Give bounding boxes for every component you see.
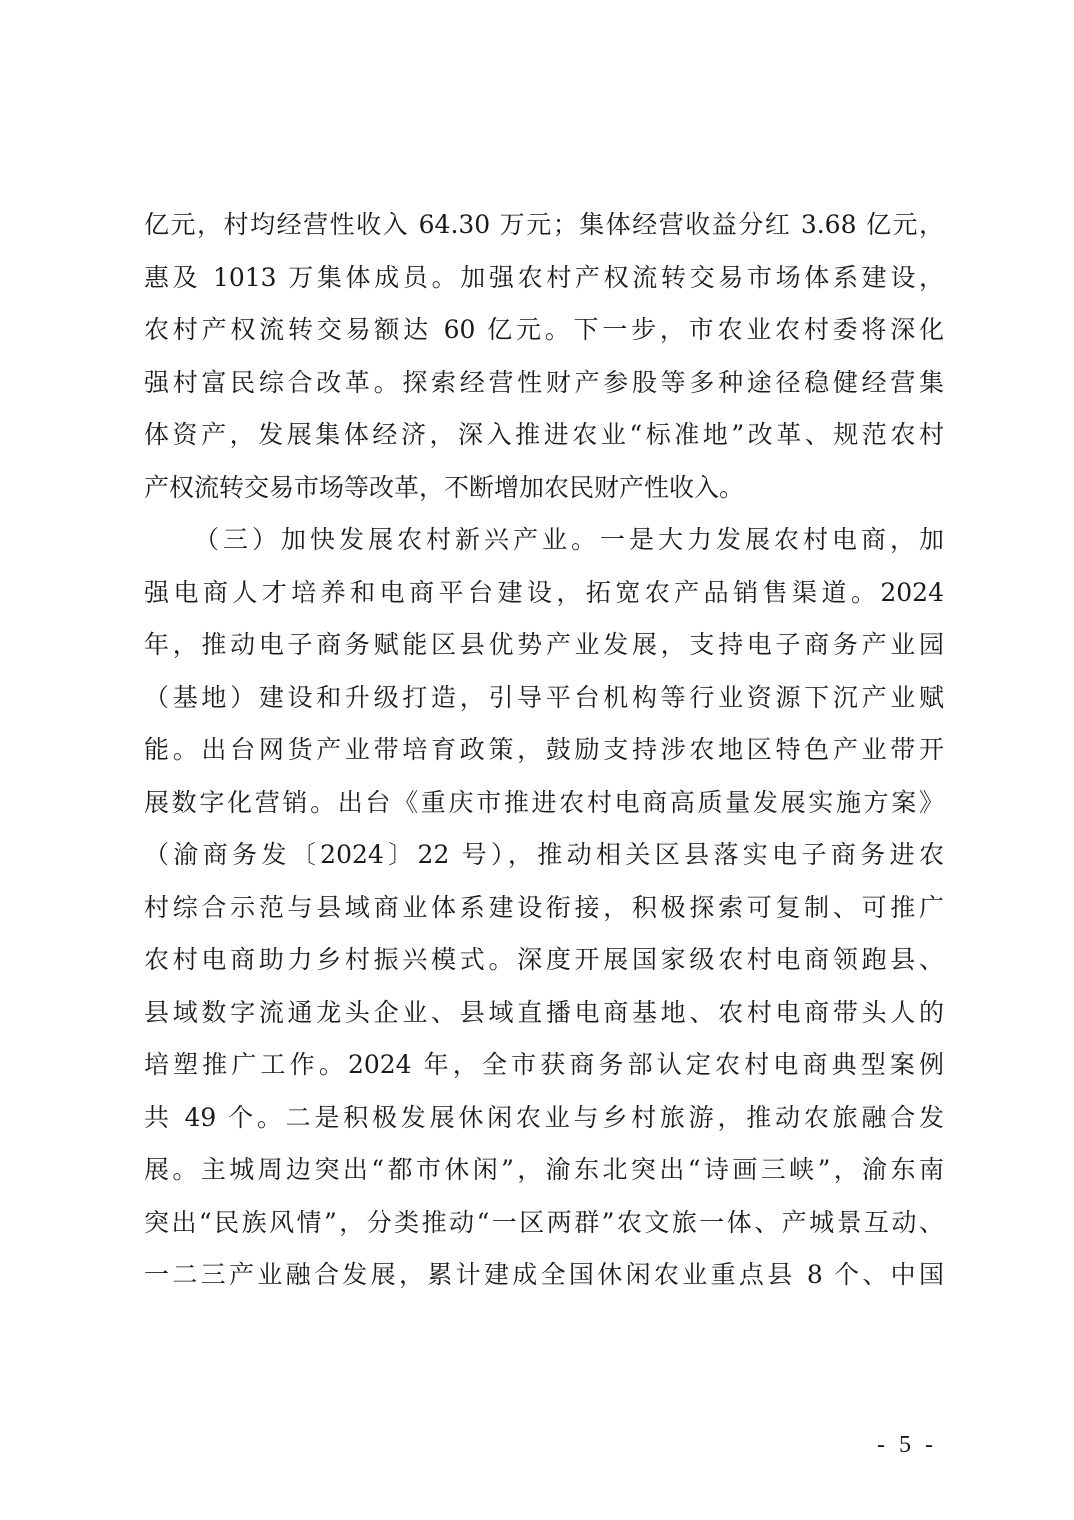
text-line-13: （渝商务发〔2024〕22 号），推动相关区县落实电子商务进农 <box>144 840 944 869</box>
text-line-8: 强电商人才培养和电商平台建设，拓宽农产品销售渠道。2024 <box>144 577 944 607</box>
text-line-21: 一二三产业融合发展，累计建成全国休闲农业重点县 8 个、中国 <box>144 1260 944 1289</box>
text-line-12: 展数字化营销。出台《重庆市推进农村电商高质量发展实施方案》 <box>144 787 944 817</box>
text-line-14: 村综合示范与县域商业体系建设衔接，积极探索可复制、可推广 <box>144 892 944 922</box>
text-line-18: 共 49 个。二是积极发展休闲农业与乡村旅游，推动农旅融合发 <box>144 1102 944 1132</box>
text-line-6: 产权流转交易市场等改革，不断增加农民财产性收入。 <box>144 472 745 502</box>
text-line-5: 体资产，发展集体经济，深入推进农业“标准地”改革、规范农村 <box>144 420 944 449</box>
text-line-16: 县域数字流通龙头企业、县域直播电商基地、农村电商带头人的 <box>144 997 944 1027</box>
text-line-4: 强村富民综合改革。探索经营性财产参股等多种途径稳健经营集 <box>144 367 944 397</box>
text-line-11: 能。出台网货产业带培育政策，鼓励支持涉农地区特色产业带开 <box>144 735 944 764</box>
page-number: - 5 - <box>877 1432 937 1458</box>
text-line-1: 亿元，村均经营性收入 64.30 万元；集体经营收益分红 3.68 亿元， <box>144 210 944 239</box>
text-line-10: （基地）建设和升级打造，引导平台机构等行业资源下沉产业赋 <box>144 682 944 712</box>
text-line-20: 突出“民族风情”，分类推动“一区两群”农文旅一体、产城景互动、 <box>144 1207 944 1237</box>
text-line-19: 展。主城周边突出“都市休闲”，渝东北突出“诗画三峡”，渝东南 <box>144 1155 944 1184</box>
text-line-9: 年，推动电子商务赋能区县优势产业发展，支持电子商务产业园 <box>144 630 944 659</box>
text-line-17: 培塑推广工作。2024 年，全市获商务部认定农村电商典型案例 <box>144 1050 944 1079</box>
body-text <box>144 199 944 1302</box>
text-line-15: 农村电商助力乡村振兴模式。深度开展国家级农村电商领跑县、 <box>144 945 944 974</box>
text-line-3: 农村产权流转交易额达 60 亿元。下一步，市农业农村委将深化 <box>144 315 944 344</box>
text-line-2: 惠及 1013 万集体成员。加强农村产权流转交易市场体系建设， <box>144 262 944 292</box>
text-line-7: （三）加快发展农村新兴产业。一是大力发展农村电商，加 <box>194 525 944 554</box>
